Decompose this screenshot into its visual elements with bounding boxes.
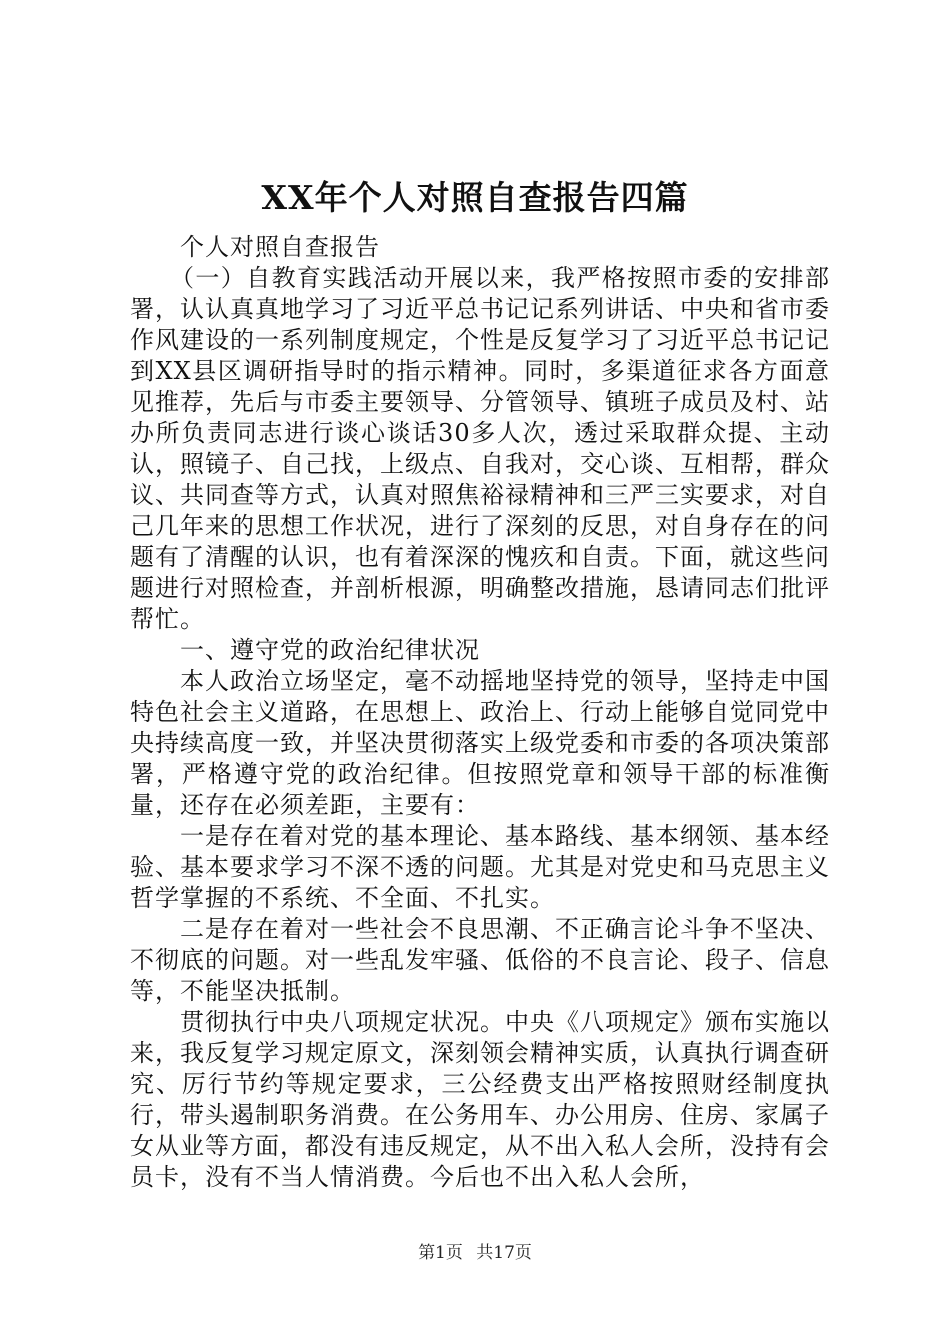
document-body bbox=[130, 232, 830, 1193]
document-subtitle: 个人对照自查报告 bbox=[180, 233, 380, 261]
body-paragraph: 二是存在着对一些社会不良思潮、不正确言论斗争不坚决、不彻底的问题。对一些乱发牢骚、低俗的不良言论、段子、信息等，不能坚决抵制。 bbox=[130, 915, 830, 1005]
page-total: 共17页 bbox=[476, 1243, 532, 1263]
page-footer bbox=[0, 1242, 950, 1264]
document-title: XX年个人对照自查报告四篇 bbox=[261, 178, 689, 217]
page-number: 第1页 bbox=[418, 1243, 463, 1263]
body-paragraph: 一是存在着对党的基本理论、基本路线、基本纲领、基本经验、基本要求学习不深不透的问题。尤其是对党史和马克思主义哲学掌握的不系统、不全面、不扎实。 bbox=[130, 822, 830, 912]
body-paragraph: 本人政治立场坚定，毫不动摇地坚持党的领导，坚持走中国特色社会主义道路，在思想上、政治上、行动上能够自觉同党中央持续高度一致，并坚决贯彻落实上级党委和市委的各项决策部署，严格遵守党的政治纪律。但按照党章和领导干部的标准衡量，还存在必须差距，主要有： bbox=[130, 667, 830, 819]
body-paragraph: （一）自教育实践活动开展以来，我严格按照市委的安排部署，认认真真地学习了习近平总书记记系列讲话、中央和省市委作风建设的一系列制度规定，个性是反复学习了习近平总书记记到XX县区调研指导时的指示精神。同时，多渠道征求各方面意见推荐，先后与市委主要领导、分管领导、镇班子成员及村、站办所负责同志进行谈心谈话30多人次，透过采取群众提、主动认，照镜子、自己找，上级点、自我对，交心谈、互相帮，群众议、共同查等方式，认真对照焦裕禄精神和三严三实要求，对自己几年来的思想工作状况，进行了深刻的反思，对自身存在的问题有了清醒的认识，也有着深深的愧疚和自责。下面，就这些问题进行对照检查，并剖析根源，明确整改措施，恳请同志们批评帮忙。 bbox=[130, 264, 830, 633]
section-heading: 一、遵守党的政治纪律状况 bbox=[180, 636, 480, 664]
body-paragraph: 贯彻执行中央八项规定状况。中央《八项规定》颁布实施以来，我反复学习规定原文，深刻领会精神实质，认真执行调查研究、厉行节约等规定要求，三公经费支出严格按照财经制度执行，带头遏制职务消费。在公务用车、办公用房、住房、家属子女从业等方面，都没有违反规定，从不出入私人会所，没持有会员卡，没有不当人情消费。今后也不出入私人会所， bbox=[130, 1008, 830, 1191]
